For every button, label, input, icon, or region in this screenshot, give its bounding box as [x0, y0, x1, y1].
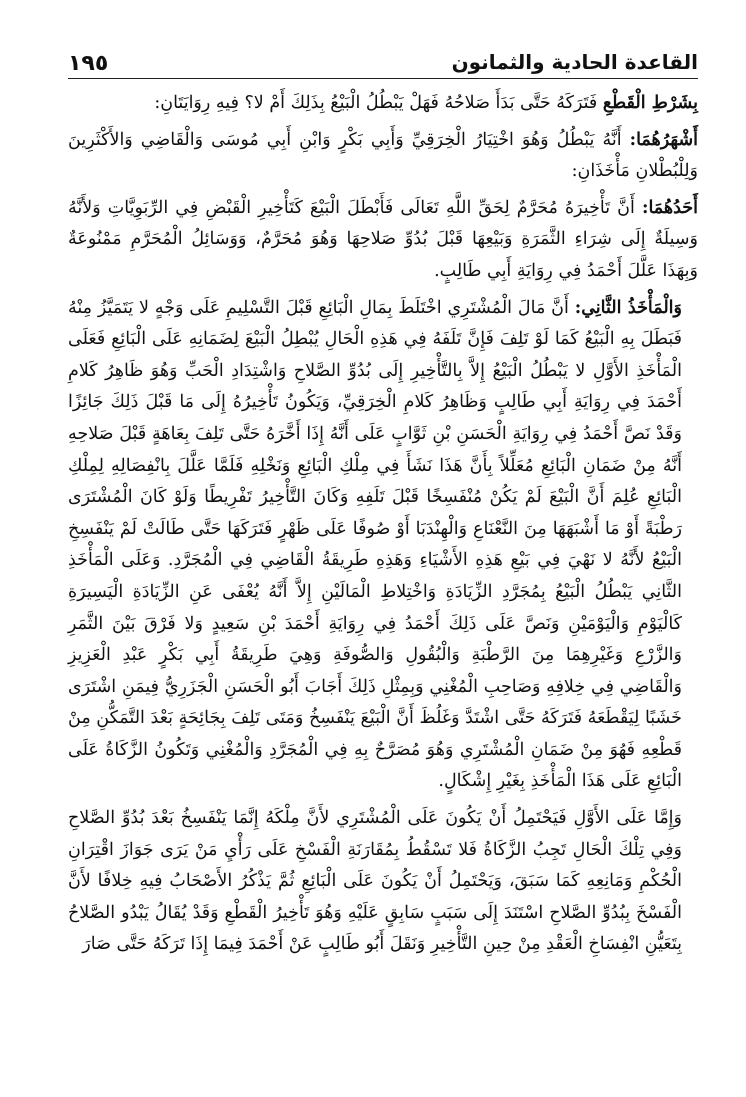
running-title: القاعدة الحادية والثمانون: [451, 50, 698, 74]
paragraph-text: أَنَّ مَالَ الْمُشْتَرِي اخْتَلَطَ بِمَالِ الْبَائِعِ قَبْلَ التَّسْلِيمِ عَلَى وَجْهٍ لا يَتَمَيَّزُ مِنْهُ فَبَطَلَ بِهِ الْبَيْعُ كَمَا لَوْ تَلِفَ فَإِنَّ تَلَفَهُ فِي هَذِهِ الْحَالِ يُبْطِلُ الْبَيْعَ لِضَمَانِهِ عَلَى الْبَائِعِ فَعَلَى الْمَأْخَذِ الأَوَّلِ لا يَبْطُلُ الْبَيْعُ إِلاَّ بِالتَّأْخِيرِ إِلَى بُدُوِّ الصَّلاحِ وَاشْتِدَادِ الْحَبِّ وَهُوَ ظَاهِرُ كَلامِ أَحْمَدَ فِي رِوَايَةِ أَبِي طَالِبٍ وَظَاهِرُ كَلامِ الْخِرَقِيِّ، وَيَكُونُ تَأْخِيرُهُ إِلَى مَا قَبْلَ ذَلِكَ جَائِزًا وَقَدْ نَصَّ أَحْمَدُ فِي رِوَايَةِ الْحَسَنِ بْنِ ثَوَّابٍ عَلَى أَنَّهُ إِذَا أَخَّرَهُ حَتَّى تَلِفَ بِعَاهَةٍ قَبْلَ صَلاحِهِ أَنَّهُ مِنْ ضَمَانِ الْبَائِعِ مُعَلِّلاً بِأَنَّ هَذَا نَشَأَ فِي مِلْكِ الْبَائِعِ وَنَخْلِهِ فَلَمَّا عَلَّلَ بِانْفِصَالِهِ لِمِلْكِ الْبَائِعِ عُلِمَ أَنَّ الْبَيْعَ لَمْ يَكُنْ مُنْفَسِخًا قَبْلَ تَلَفِهِ وَكَانَ التَّأْخِيرُ تَفْرِيطًا وَلَوْ كَانَ الْمُشْتَرَى رَطْبَةً أَوْ مَا أَشْبَهَهَا مِنَ النَّعْنَاعِ وَالْهِنْدَبَا أَوْ صُوفًا عَلَى ظَهْرٍ فَتَرَكَهَا حَتَّى طَالَتْ لَمْ يَنْفَسِخِ الْبَيْعُ لأَنَّهُ لا نَهْيَ فِي بَيْعِ هَذِهِ الأَشْيَاءِ وَهَذِهِ طَرِيقَةُ الْقَاضِي فِي الْمُجَرَّدِ. وَعَلَى الْمَأْخَذِ الثَّانِي يَبْطُلُ الْبَيْعُ بِمُجَرَّدِ الزِّيَادَةِ وَاخْتِلاطِ الْمَالَيْنِ إِلاَّ أَنَّهُ يُعْفَى عَنِ الزِّيَادَةِ الْيَسِيرَةِ كَالْيَوْمِ وَالْيَوْمَيْنِ وَنَصَّ عَلَى ذَلِكَ أَحْمَدُ فِي رِوَايَةِ أَحْمَدَ بْنِ سَعِيدٍ وَلا فَرْقَ بَيْنَ الثَّمَرِ وَالزَّرْعِ وَغَيْرِهِمَا مِنَ الرَّطْبَةِ وَالْبُقُولِ وَالصُّوفَةِ وَهِيَ طَرِيقَةُ أَبِي بَكْرٍ عَبْدِ الْعَزِيزِ وَالْقَاضِي فِي خِلافِهِ وَصَاحِبِ الْمُغْنِي وَبِمِثْلِ ذَلِكَ أَجَابَ أَبُو الْحَسَنِ الْجَزَرِيُّ فِيمَنِ اشْتَرَى خَشَبًا لِيَقْطَعَهُ فَتَرَكَهُ حَتَّى اشْتَدَّ وَغَلُظَ أَنَّ الْبَيْعَ يَنْفَسِخُ وَمَتَى تَلِفَ بِجَائِحَةٍ بَعْدَ التَّمَكُّنِ مِنْ قَطْعِهِ فَهُوَ مِنْ ضَمَانِ الْمُشْتَرِي وَهُوَ مُصَرَّحٌ بِهِ فِي الْمُجَرَّدِ وَالْمُغْنِي وَتَكُونُ الزَّكَاةُ عَلَى الْبَائِعِ عَلَى هَذَا الْمَأْخَذِ بِغَيْرِ إِشْكَالٍ.: [68, 297, 682, 792]
paragraph-text: وَإِمَّا عَلَى الأَوَّلِ فَيَحْتَمِلُ أَنْ يَكُونَ عَلَى الْمُشْتَرِي لأَنَّ مِلْكَهُ إِنَّمَا يَنْفَسِخُ بَعْدَ بُدُوِّ الصَّلاحِ وَفِي تِلْكَ الْحَالِ تَجِبُ الزَّكَاةُ فَلا تَسْقُطُ بِمُقَارَنَةِ الْفَسْخِ عَلَى رَأْيِ مَنْ يَرَى جَوَازَ اقْتِرَانِ الْحُكْمِ وَمَانِعِهِ كَمَا سَبَقَ، وَيَحْتَمِلُ أَنْ يَكُونَ عَلَى الْبَائِعِ ثُمَّ يَذْكُرُ الأَصْحَابُ فِيهِ خِلافًا لأَنَّ الْفَسْخَ بِبُدُوِّ الصَّلاحِ اسْتَنَدَ إِلَى سَبَبٍ سَابِقٍ عَلَيْهِ وَهُوَ تَأْخِيرُ الْقَطْعِ وَقَدْ يُقَالُ يَبْدُو الصَّلاحُ بِتَعَيُّنِ انْفِسَاخِ الْعَقْدِ مِنْ حِينِ التَّأْخِيرِ وَنَقَلَ أَبُو طَالِبٍ عَنْ أَحْمَدَ فِيمَا إِذَا تَرَكَهُ حَتَّى صَارَ: [68, 808, 682, 955]
paragraph: [68, 193, 698, 288]
paragraph-text: فَتَرَكَهُ حَتَّى بَدَأَ صَلاحُهُ فَهَلْ يَبْطُلُ الْبَيْعُ بِذَلِكَ أَمْ لا؟ فِيهِ رِوَايَتَانِ:: [154, 93, 603, 113]
paragraph-lead: أَحَدُهُمَا:: [641, 197, 698, 218]
page-number: ١٩٥: [68, 51, 109, 76]
paragraph: [68, 293, 698, 799]
paragraph-lead: أَشْهَرُهُمَا:: [629, 129, 698, 150]
paragraph: [68, 88, 698, 120]
paragraph: [68, 125, 698, 188]
paragraph-text: أَنَّهُ يَبْطُلُ وَهُوَ اخْتِيَارُ الْخِرَقِيِّ وَأَبِي بَكْرٍ وَابْنِ أَبِي مُوسَى وَالْقَاضِي وَالأَكْثَرِينَ وَلِلْبُطْلانِ مَأْخَذَانِ:: [68, 129, 698, 182]
paragraph: [68, 803, 698, 961]
paragraph-text: أَنَّ تَأْخِيرَهُ مُحَرَّمٌ لِحَقِّ اللَّهِ تَعَالَى فَأَبْطَلَ الْبَيْعَ كَتَأْخِيرِ الْقَبْضِ فِي الرِّبَوِيَّاتِ وَلأَنَّهُ وَسِيلَةٌ إِلَى شِرَاءِ الثَّمَرَةِ وَبَيْعِهَا قَبْلَ بُدُوِّ صَلاحِهَا وَهُوَ مُحَرَّمٌ، وَوَسَائِلُ الْمُحَرَّمِ مَمْنُوعَةٌ وَبِهَذَا عَلَّلَ أَحْمَدُ فِي رِوَايَةِ أَبِي طَالِبٍ.: [68, 197, 698, 281]
page-body: [68, 88, 698, 961]
page-header: [68, 44, 698, 79]
paragraph-lead: وَالْمَأْخَذُ الثَّانِي:: [574, 297, 682, 318]
paragraph-lead: بِشَرْطِ الْقَطْعِ: [602, 93, 698, 113]
